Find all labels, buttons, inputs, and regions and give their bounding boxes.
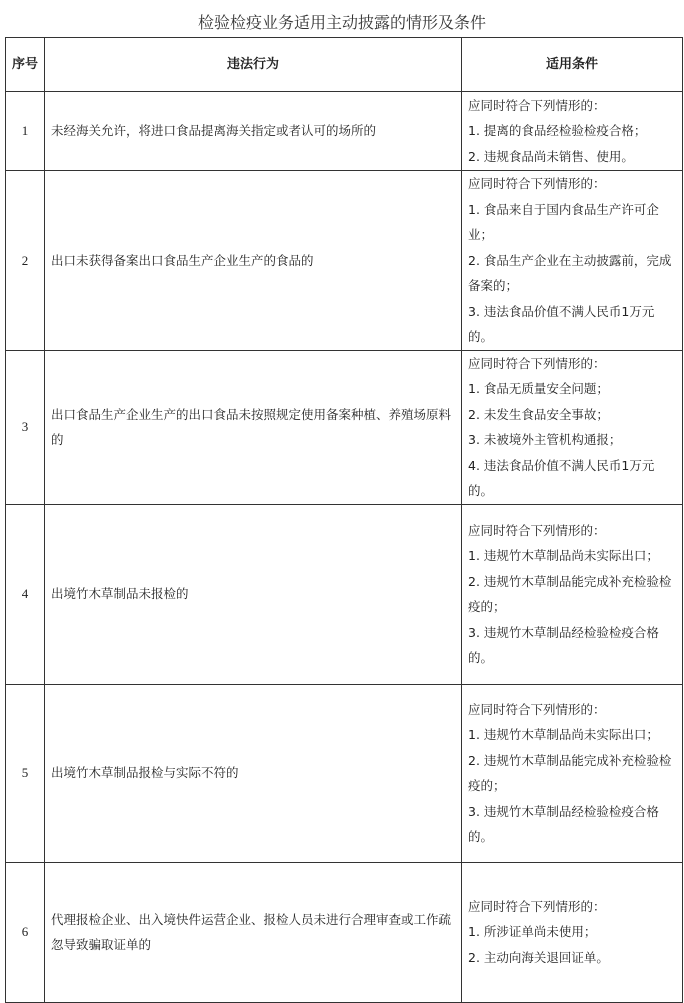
condition-line: 2. 未发生食品安全事故； xyxy=(468,406,609,422)
row-number: 2 xyxy=(6,171,45,351)
condition-line: 2. 违规食品尚未销售、使用。 xyxy=(468,148,634,164)
row-number: 1 xyxy=(6,92,45,171)
row-behavior: 未经海关允许，将进口食品提离海关指定或者认可的场所的 xyxy=(45,92,462,171)
row-behavior: 出境竹木草制品未报检的 xyxy=(45,504,462,684)
condition-line: 3. 未被境外主管机构通报； xyxy=(468,432,622,447)
row-conditions xyxy=(462,504,683,684)
row-conditions xyxy=(462,862,683,1002)
row-number: 5 xyxy=(6,684,45,862)
condition-line: 2. 违规竹木草制品能完成补充检验检疫的； xyxy=(468,752,672,793)
row-behavior: 出口食品生产企业生产的出口食品未按照规定使用备案种植、养殖场原料的 xyxy=(45,350,462,504)
header-condition: 适用条件 xyxy=(462,38,683,92)
row-behavior: 出境竹木草制品报检与实际不符的 xyxy=(45,684,462,862)
header-behavior: 违法行为 xyxy=(45,38,462,92)
condition-line: 应同时符合下列情形的： xyxy=(468,97,606,113)
condition-line: 2. 主动向海关退回证单。 xyxy=(468,949,609,965)
table-row xyxy=(6,862,683,1002)
document-title: 检验检疫业务适用主动披露的情形及条件 xyxy=(197,13,486,32)
condition-line: 3. 违规竹木草制品经检验检疫合格的。 xyxy=(468,803,659,844)
row-conditions xyxy=(462,171,683,351)
table-row xyxy=(6,350,683,504)
row-conditions xyxy=(462,350,683,504)
condition-line: 3. 违法食品价值不满人民币1万元的。 xyxy=(468,303,655,344)
row-behavior: 出口未获得备案出口食品生产企业生产的食品的 xyxy=(45,171,462,351)
condition-line: 1. 食品无质量安全问题； xyxy=(468,381,609,396)
row-behavior: 代理报检企业、出入境快件运营企业、报检人员未进行合理审查或工作疏忽导致骗取证单的 xyxy=(45,862,462,1002)
disclosure-conditions-table xyxy=(5,37,683,1003)
condition-line: 应同时符合下列情形的： xyxy=(468,701,606,717)
row-conditions xyxy=(462,92,683,171)
header-number: 序号 xyxy=(6,38,45,92)
row-number: 3 xyxy=(6,350,45,504)
row-number: 4 xyxy=(6,504,45,684)
table-row xyxy=(6,504,683,684)
table-row xyxy=(6,684,683,862)
condition-line: 应同时符合下列情形的： xyxy=(468,898,606,914)
table-row xyxy=(6,171,683,351)
condition-line: 1. 所涉证单尚未使用； xyxy=(468,924,597,940)
condition-line: 应同时符合下列情形的： xyxy=(468,355,606,371)
table-row xyxy=(6,92,683,171)
row-conditions xyxy=(462,684,683,862)
condition-line: 1. 违规竹木草制品尚未实际出口； xyxy=(468,548,659,563)
condition-line: 4. 违法食品价值不满人民币1万元的。 xyxy=(468,457,655,498)
condition-line: 应同时符合下列情形的： xyxy=(468,176,606,191)
condition-line: 3. 违规竹木草制品经检验检疫合格的。 xyxy=(468,624,659,665)
table-header-row xyxy=(6,38,683,92)
row-number: 6 xyxy=(6,862,45,1002)
condition-line: 1. 违规竹木草制品尚未实际出口； xyxy=(468,727,659,742)
condition-line: 2. 违规竹木草制品能完成补充检验检疫的； xyxy=(468,573,672,614)
condition-line: 2. 食品生产企业在主动披露前，完成备案的； xyxy=(468,252,672,293)
condition-line: 1. 食品来自于国内食品生产许可企业； xyxy=(468,201,659,242)
condition-line: 1. 提离的食品经检验检疫合格； xyxy=(468,123,647,139)
condition-line: 应同时符合下列情形的： xyxy=(468,522,606,538)
